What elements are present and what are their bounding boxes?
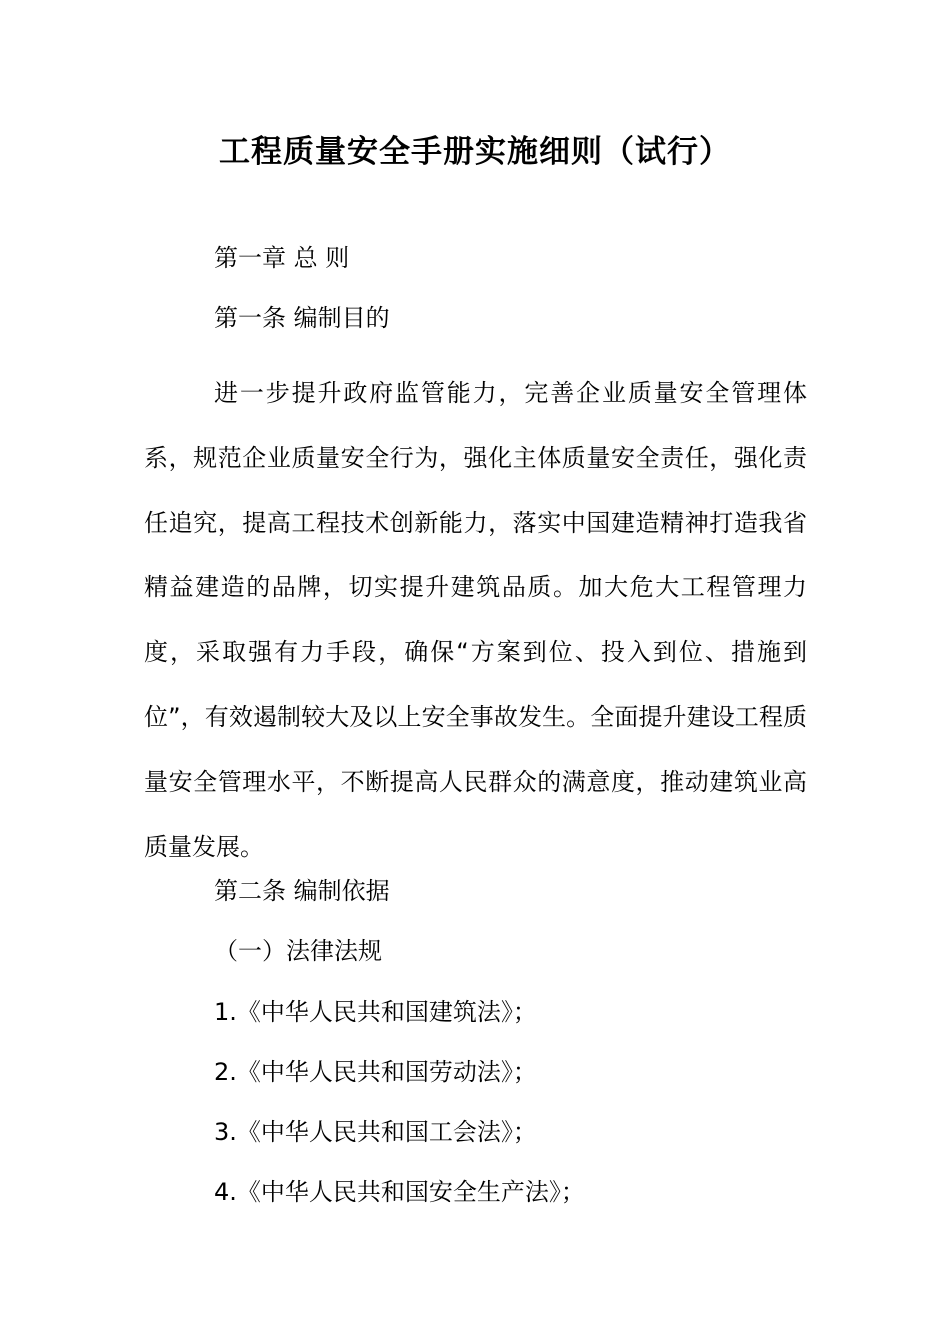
article-2-heading: 第二条 编制依据 [214, 877, 390, 905]
document-title: 工程质量安全手册实施细则（试行） [219, 134, 731, 170]
law-list-item: 4.《中华人民共和国安全生产法》； [214, 1178, 585, 1206]
subsection-heading: （一）法律法规 [214, 937, 382, 965]
article-1-heading: 第一条 编制目的 [214, 304, 390, 332]
article-1-body: 进一步提升政府监管能力，完善企业质量安全管理体系，规范企业质量安全行为，强化主体质量安全责任，强化责任追究，提高工程技术创新能力，落实中国建造精神打造我省精益建造的品牌，切实提升建筑品质。加大危大工程管理力度，采取强有力手段，确保“方案到位、投入到位、措施到位”，有效遏制较大及以上安全事故发生。全面提升建设工程质量安全管理水平，不断提高人民群众的满意度，推动建筑业高质量发展。 [144, 379, 807, 861]
law-list-item: 1.《中华人民共和国建筑法》； [214, 998, 537, 1026]
chapter-heading: 第一章 总 则 [214, 244, 350, 272]
law-list-item: 3.《中华人民共和国工会法》； [214, 1118, 537, 1146]
law-list-item: 2.《中华人民共和国劳动法》； [214, 1058, 537, 1086]
